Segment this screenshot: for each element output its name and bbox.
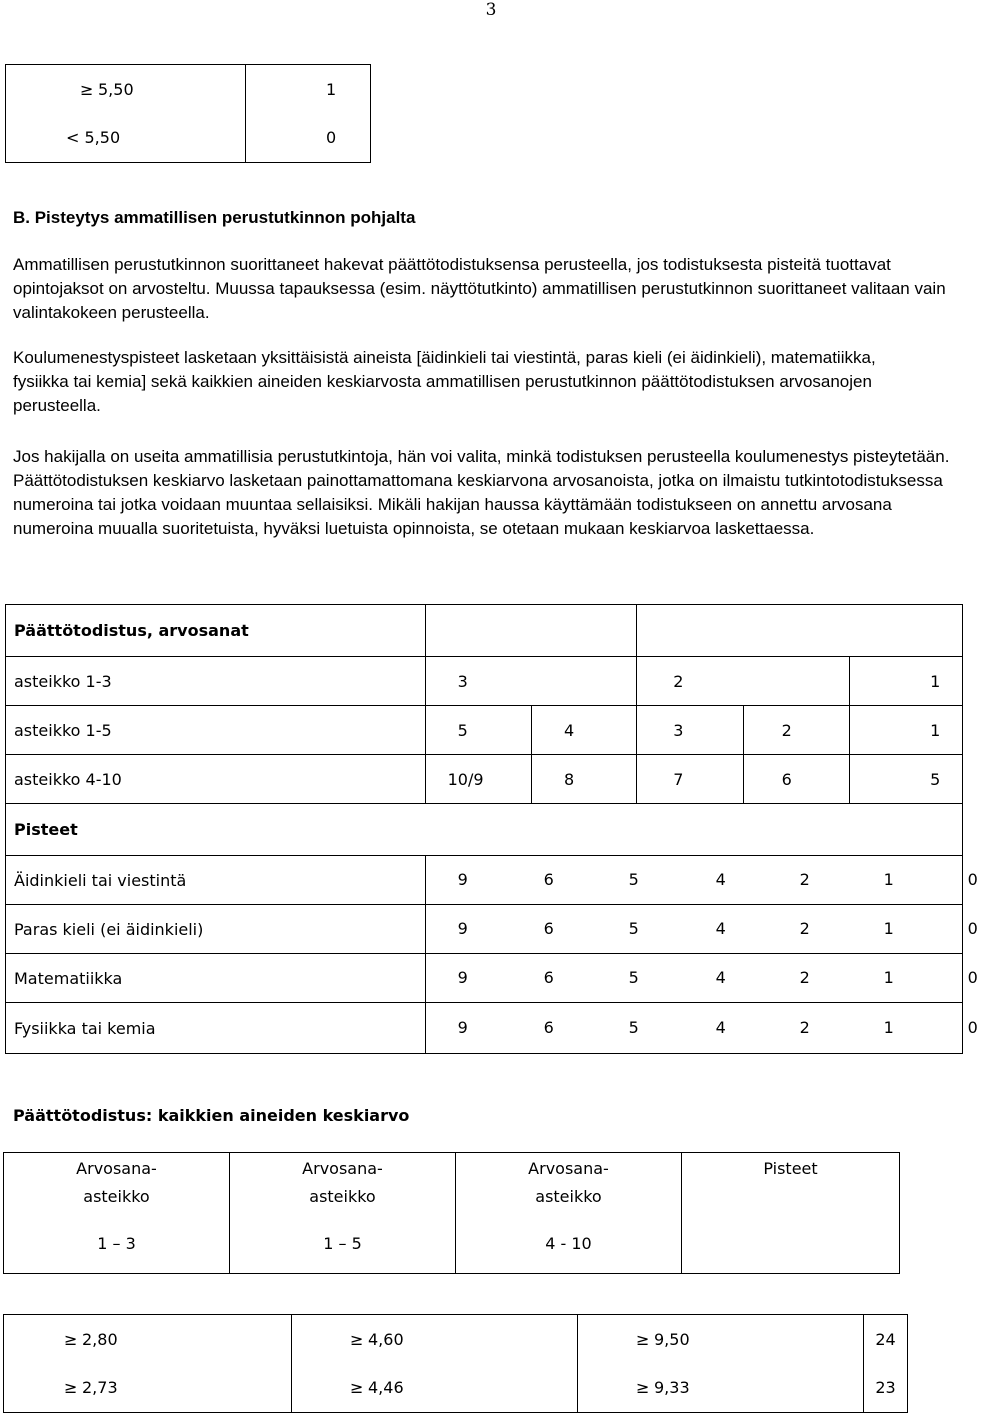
table-row: [6, 114, 371, 163]
table-cell: 2: [799, 1018, 810, 1037]
threshold-value: < 5,50: [66, 128, 121, 148]
table-row: [6, 954, 963, 1003]
table-cell: 4: [715, 870, 726, 889]
paragraph-3: Jos hakijalla on useita ammatillisia perustutkintoja, hän voi valita, minkä todistuksen perusteella koulumenestys pisteytetään. Päättötodistuksen keskiarvo lasketaan painottamattomana keskiarvona arvosanoista, jotka on ilmaistu tutkintotodistuksessa numeroina tai jotka voidaan muuntaa sellaisiksi. Mikäli hakijan haussa käyttämään todistukseen on annettu arvosana numeroina muualla suoritetuista, hyväksi luetuista opinnoista, se otetaan mukaan keskiarvoa laskettaessa.: [13, 447, 950, 538]
section-heading: B. Pisteytys ammatillisen perustutkinnon pohjalta: [13, 208, 416, 227]
table-cell: 2: [799, 870, 810, 889]
table-cell: 6: [543, 919, 554, 938]
table-row: [4, 1153, 900, 1274]
greater-equal-icon: ≥: [636, 1329, 650, 1349]
header-cell: [4, 1153, 230, 1274]
greater-equal-icon: ≥: [636, 1378, 650, 1398]
table-cell: 4: [715, 1018, 726, 1037]
threshold-cell: [6, 65, 246, 114]
table-row: [6, 804, 963, 856]
table-cell: 5: [425, 706, 531, 755]
cell-value: 4,60: [368, 1329, 404, 1349]
threshold-value: 5,50: [98, 79, 134, 99]
subject-label: Matematiikka: [6, 954, 426, 1003]
scale-label: asteikko 1-3: [6, 657, 426, 706]
greater-equal-icon: ≥: [350, 1329, 364, 1349]
table-row: [6, 856, 963, 905]
cell-value: 2,73: [82, 1378, 118, 1398]
table-cell: 4: [532, 706, 637, 755]
table-cell: 4: [715, 968, 726, 987]
table-cell: 0: [967, 968, 978, 987]
table-cell: 6: [543, 968, 554, 987]
table-row: [6, 657, 963, 706]
table-cell: 23: [864, 1364, 908, 1413]
header-line: asteikko: [83, 1187, 150, 1206]
points-cell: [246, 114, 371, 163]
table-cell: 0: [967, 870, 978, 889]
table-cell: 9: [457, 919, 468, 938]
table-cell: 5: [628, 968, 639, 987]
table-row: [6, 905, 963, 954]
subject-label: Paras kieli (ei äidinkieli): [6, 905, 426, 954]
header-cell: [230, 1153, 456, 1274]
table-cell: [578, 1364, 864, 1413]
table-cell: [4, 1315, 292, 1364]
header-line: 1 – 3: [97, 1234, 136, 1253]
table-row: [6, 755, 963, 804]
table-cell: 5: [628, 919, 639, 938]
table-cell: 1: [883, 919, 894, 938]
subject-label: Äidinkieli tai viestintä: [6, 856, 426, 905]
table-row: [4, 1315, 908, 1364]
cell-value: 9,50: [654, 1329, 690, 1349]
greater-equal-icon: ≥: [350, 1378, 364, 1398]
table-cell: 6: [543, 1018, 554, 1037]
table-cell: 7: [637, 755, 743, 804]
points-value: 1: [326, 79, 337, 99]
table-cell: 1: [850, 706, 963, 755]
table-cell: 0: [967, 919, 978, 938]
header-line: Arvosana-: [76, 1159, 157, 1178]
average-header-table: [3, 1152, 900, 1274]
table-row: [4, 1364, 908, 1413]
table-cell: 1: [850, 657, 963, 706]
greater-equal-icon: ≥: [64, 1329, 78, 1349]
table-cell: 6: [543, 870, 554, 889]
table-cell: 10/9: [425, 755, 531, 804]
paragraph-2: Koulumenestyspisteet lasketaan yksittäisistä aineista [äidinkieli tai viestintä, paras kieli (ei äidinkieli), matematiikka, fysiikka tai kemia] sekä kaikkien aineiden keskiarvosta ammatillisen perustutkinnon päättötodistuksen arvosanojen perusteella.: [13, 348, 876, 415]
header-line: asteikko: [535, 1187, 602, 1206]
table-row: [6, 706, 963, 755]
table-cell: 1: [883, 968, 894, 987]
average-title: Päättötodistus: kaikkien aineiden keskiarvo: [13, 1106, 410, 1125]
header-line: asteikko: [309, 1187, 376, 1206]
table-cell: 2: [799, 968, 810, 987]
table-cell: 9: [457, 870, 468, 889]
table-cell: 9: [457, 968, 468, 987]
table-cell: 2: [637, 657, 850, 706]
table-cell: 5: [628, 870, 639, 889]
table-cell: [292, 1315, 578, 1364]
table-cell: 3: [425, 657, 637, 706]
table-cell: [4, 1364, 292, 1413]
table-cell: 24: [864, 1315, 908, 1364]
header-cell: [682, 1153, 900, 1274]
points-cell: [246, 65, 371, 114]
grades-title: Päättötodistus, arvosanat: [6, 605, 426, 657]
grades-table: [5, 604, 978, 1054]
cell-value: 2,80: [82, 1329, 118, 1349]
table-cell: 8: [532, 755, 637, 804]
table-cell: 0: [967, 1018, 978, 1037]
subject-label: Fysiikka tai kemia: [6, 1003, 426, 1054]
header-line: Arvosana-: [528, 1159, 609, 1178]
points-value: 0: [326, 128, 337, 148]
greater-equal-icon: ≥: [64, 1378, 78, 1398]
top-score-table: [5, 64, 371, 163]
table-cell: 6: [743, 755, 849, 804]
cell-value: 9,33: [654, 1378, 690, 1398]
header-line: 4 - 10: [545, 1234, 592, 1253]
scale-label: asteikko 4-10: [6, 755, 426, 804]
header-cell: [456, 1153, 682, 1274]
scale-label: asteikko 1-5: [6, 706, 426, 755]
table-cell: 9: [457, 1018, 468, 1037]
table-cell: 2: [743, 706, 849, 755]
points-title: Pisteet: [6, 804, 963, 856]
average-values-table: [3, 1314, 908, 1413]
table-cell: 1: [883, 870, 894, 889]
table-cell: [292, 1364, 578, 1413]
header-line: Pisteet: [763, 1159, 818, 1178]
page-number: 3: [485, 0, 497, 20]
table-cell: 5: [850, 755, 963, 804]
table-row: [6, 605, 963, 657]
table-cell: 5: [628, 1018, 639, 1037]
table-cell: 2: [799, 919, 810, 938]
header-line: 1 – 5: [323, 1234, 362, 1253]
header-line: Arvosana-: [302, 1159, 383, 1178]
table-row: [6, 1003, 963, 1054]
table-cell: 4: [715, 919, 726, 938]
greater-equal-icon: ≥: [80, 79, 94, 99]
table-cell: [578, 1315, 864, 1364]
table-cell: 3: [637, 706, 743, 755]
threshold-cell: [6, 114, 246, 163]
table-row: [6, 65, 371, 114]
table-cell: 1: [883, 1018, 894, 1037]
paragraph-1: Ammatillisen perustutkinnon suorittaneet hakevat päättötodistuksensa perusteella, jos todistuksesta pisteitä tuottavat opintojaksot on arvosteltu. Muussa tapauksessa (esim. näyttötutkinto) ammatillisen perustutkinnon suorittaneet valitaan vain valintakokeen perusteella.: [13, 255, 946, 322]
cell-value: 4,46: [368, 1378, 404, 1398]
